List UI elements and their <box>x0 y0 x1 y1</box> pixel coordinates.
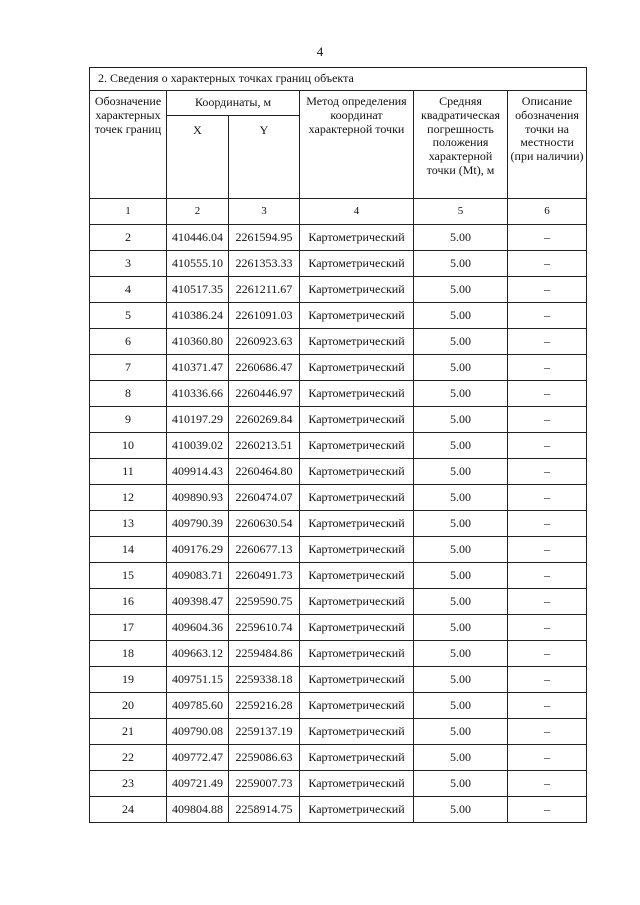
method-cell: Картометрический <box>300 615 414 641</box>
column-number: 5 <box>414 199 508 225</box>
table-row <box>90 329 587 355</box>
coordinate-y: 2259086.63 <box>229 745 300 771</box>
point-number: 8 <box>90 381 167 407</box>
method-cell: Картометрический <box>300 277 414 303</box>
error-cell: 5.00 <box>414 693 508 719</box>
point-number: 6 <box>90 329 167 355</box>
column-numbers-row <box>90 199 587 225</box>
error-cell: 5.00 <box>414 303 508 329</box>
description-cell: – <box>508 641 587 667</box>
coordinate-y: 2260923.63 <box>229 329 300 355</box>
point-number: 19 <box>90 667 167 693</box>
method-cell: Картометрический <box>300 433 414 459</box>
description-cell: – <box>508 745 587 771</box>
coordinate-y: 2261211.67 <box>229 277 300 303</box>
table-row <box>90 693 587 719</box>
table-body <box>90 225 587 823</box>
coordinate-y: 2259484.86 <box>229 641 300 667</box>
method-cell: Картометрический <box>300 719 414 745</box>
coordinate-y: 2260491.73 <box>229 563 300 589</box>
method-cell: Картометрический <box>300 381 414 407</box>
table-row <box>90 563 587 589</box>
table-row <box>90 459 587 485</box>
point-number: 4 <box>90 277 167 303</box>
coordinate-y: 2260474.07 <box>229 485 300 511</box>
coordinate-x: 409914.43 <box>167 459 229 485</box>
page-number: 4 <box>316 44 324 59</box>
description-cell: – <box>508 225 587 251</box>
coordinate-y: 2260213.51 <box>229 433 300 459</box>
coordinate-y: 2260446.97 <box>229 381 300 407</box>
point-number: 3 <box>90 251 167 277</box>
coordinate-x: 410197.29 <box>167 407 229 433</box>
error-cell: 5.00 <box>414 641 508 667</box>
description-cell: – <box>508 563 587 589</box>
error-cell: 5.00 <box>414 719 508 745</box>
error-cell: 5.00 <box>414 745 508 771</box>
description-cell: – <box>508 511 587 537</box>
coordinate-x: 410517.35 <box>167 277 229 303</box>
coordinate-x: 409398.47 <box>167 589 229 615</box>
column-number: 1 <box>90 199 167 225</box>
error-cell: 5.00 <box>414 511 508 537</box>
coordinate-y: 2259338.18 <box>229 667 300 693</box>
coordinate-y: 2260269.84 <box>229 407 300 433</box>
point-number: 22 <box>90 745 167 771</box>
coordinate-x: 409772.47 <box>167 745 229 771</box>
point-number: 17 <box>90 615 167 641</box>
table-row <box>90 407 587 433</box>
table-row <box>90 667 587 693</box>
description-cell: – <box>508 485 587 511</box>
coordinate-x: 409663.12 <box>167 641 229 667</box>
method-cell: Картометрический <box>300 589 414 615</box>
coordinate-x: 410336.66 <box>167 381 229 407</box>
coordinate-y: 2259610.74 <box>229 615 300 641</box>
description-cell: – <box>508 433 587 459</box>
coordinate-x: 409604.36 <box>167 615 229 641</box>
coordinate-x: 409790.39 <box>167 511 229 537</box>
description-cell: – <box>508 459 587 485</box>
header-x: X <box>167 116 229 199</box>
coordinate-x: 409721.49 <box>167 771 229 797</box>
table-row <box>90 641 587 667</box>
coordinate-x: 409176.29 <box>167 537 229 563</box>
point-number: 23 <box>90 771 167 797</box>
table-row <box>90 251 587 277</box>
coordinate-x: 409890.93 <box>167 485 229 511</box>
description-cell: – <box>508 615 587 641</box>
error-cell: 5.00 <box>414 433 508 459</box>
table-row <box>90 745 587 771</box>
table-row <box>90 485 587 511</box>
table-row <box>90 355 587 381</box>
method-cell: Картометрический <box>300 303 414 329</box>
table-row <box>90 225 587 251</box>
coordinate-x: 409790.08 <box>167 719 229 745</box>
description-cell: – <box>508 589 587 615</box>
description-cell: – <box>508 771 587 797</box>
method-cell: Картометрический <box>300 537 414 563</box>
coordinate-y: 2260464.80 <box>229 459 300 485</box>
error-cell: 5.00 <box>414 355 508 381</box>
error-cell: 5.00 <box>414 329 508 355</box>
method-cell: Картометрический <box>300 251 414 277</box>
method-cell: Картометрический <box>300 407 414 433</box>
coordinate-x: 410555.10 <box>167 251 229 277</box>
coordinate-x: 409785.60 <box>167 693 229 719</box>
method-cell: Картометрический <box>300 797 414 823</box>
point-number: 11 <box>90 459 167 485</box>
description-cell: – <box>508 303 587 329</box>
coordinate-y: 2261353.33 <box>229 251 300 277</box>
section-title: 2. Сведения о характерных точках границ объекта <box>90 68 587 91</box>
error-cell: 5.00 <box>414 589 508 615</box>
header-description: Описание обозначения точки на местности (при наличии) <box>508 91 587 199</box>
table-row <box>90 589 587 615</box>
error-cell: 5.00 <box>414 277 508 303</box>
header-y: Y <box>229 116 300 199</box>
coordinate-y: 2259590.75 <box>229 589 300 615</box>
method-cell: Картометрический <box>300 329 414 355</box>
coordinate-y: 2260630.54 <box>229 511 300 537</box>
table-row <box>90 381 587 407</box>
error-cell: 5.00 <box>414 225 508 251</box>
point-number: 16 <box>90 589 167 615</box>
error-cell: 5.00 <box>414 381 508 407</box>
column-number: 2 <box>167 199 229 225</box>
point-number: 10 <box>90 433 167 459</box>
coordinate-y: 2261594.95 <box>229 225 300 251</box>
table-row <box>90 615 587 641</box>
coordinate-x: 410446.04 <box>167 225 229 251</box>
description-cell: – <box>508 537 587 563</box>
point-number: 14 <box>90 537 167 563</box>
description-cell: – <box>508 693 587 719</box>
method-cell: Картометрический <box>300 667 414 693</box>
coordinate-x: 409083.71 <box>167 563 229 589</box>
error-cell: 5.00 <box>414 251 508 277</box>
description-cell: – <box>508 407 587 433</box>
coordinate-x: 410386.24 <box>167 303 229 329</box>
error-cell: 5.00 <box>414 563 508 589</box>
method-cell: Картометрический <box>300 355 414 381</box>
description-cell: – <box>508 355 587 381</box>
error-cell: 5.00 <box>414 667 508 693</box>
method-cell: Картометрический <box>300 485 414 511</box>
method-cell: Картометрический <box>300 459 414 485</box>
point-number: 9 <box>90 407 167 433</box>
method-cell: Картометрический <box>300 745 414 771</box>
error-cell: 5.00 <box>414 485 508 511</box>
point-number: 24 <box>90 797 167 823</box>
error-cell: 5.00 <box>414 771 508 797</box>
point-number: 7 <box>90 355 167 381</box>
point-number: 21 <box>90 719 167 745</box>
column-number: 3 <box>229 199 300 225</box>
point-number: 12 <box>90 485 167 511</box>
coordinate-y: 2261091.03 <box>229 303 300 329</box>
description-cell: – <box>508 277 587 303</box>
method-cell: Картометрический <box>300 563 414 589</box>
column-number: 4 <box>300 199 414 225</box>
header-coordinates: Координаты, м <box>167 91 300 116</box>
error-cell: 5.00 <box>414 797 508 823</box>
error-cell: 5.00 <box>414 459 508 485</box>
method-cell: Картометрический <box>300 693 414 719</box>
description-cell: – <box>508 251 587 277</box>
method-cell: Картометрический <box>300 511 414 537</box>
description-cell: – <box>508 797 587 823</box>
table-row <box>90 277 587 303</box>
table-row <box>90 537 587 563</box>
point-number: 20 <box>90 693 167 719</box>
method-cell: Картометрический <box>300 641 414 667</box>
method-cell: Картометрический <box>300 771 414 797</box>
coordinate-x: 410371.47 <box>167 355 229 381</box>
table-row <box>90 771 587 797</box>
table-row <box>90 303 587 329</box>
point-number: 18 <box>90 641 167 667</box>
point-number: 5 <box>90 303 167 329</box>
header-point-label: Обозначение характерных точек границ <box>90 91 167 199</box>
header-error: Средняя квадратическая погрешность положения характерной точки (Mt), м <box>414 91 508 199</box>
coordinate-x: 409804.88 <box>167 797 229 823</box>
coordinate-x: 410039.02 <box>167 433 229 459</box>
error-cell: 5.00 <box>414 407 508 433</box>
error-cell: 5.00 <box>414 615 508 641</box>
description-cell: – <box>508 381 587 407</box>
point-number: 15 <box>90 563 167 589</box>
point-number: 2 <box>90 225 167 251</box>
coordinate-x: 409751.15 <box>167 667 229 693</box>
description-cell: – <box>508 667 587 693</box>
table-row <box>90 719 587 745</box>
description-cell: – <box>508 329 587 355</box>
coordinate-y: 2259216.28 <box>229 693 300 719</box>
error-cell: 5.00 <box>414 537 508 563</box>
coordinate-y: 2259137.19 <box>229 719 300 745</box>
column-number: 6 <box>508 199 587 225</box>
coordinate-x: 410360.80 <box>167 329 229 355</box>
table-row <box>90 511 587 537</box>
description-cell: – <box>508 719 587 745</box>
table-row <box>90 433 587 459</box>
method-cell: Картометрический <box>300 225 414 251</box>
point-number: 13 <box>90 511 167 537</box>
boundary-points-table <box>89 67 587 823</box>
coordinate-y: 2260686.47 <box>229 355 300 381</box>
coordinate-y: 2260677.13 <box>229 537 300 563</box>
table-row <box>90 797 587 823</box>
coordinate-y: 2258914.75 <box>229 797 300 823</box>
header-method: Метод определения координат характерной точки <box>300 91 414 199</box>
coordinate-y: 2259007.73 <box>229 771 300 797</box>
